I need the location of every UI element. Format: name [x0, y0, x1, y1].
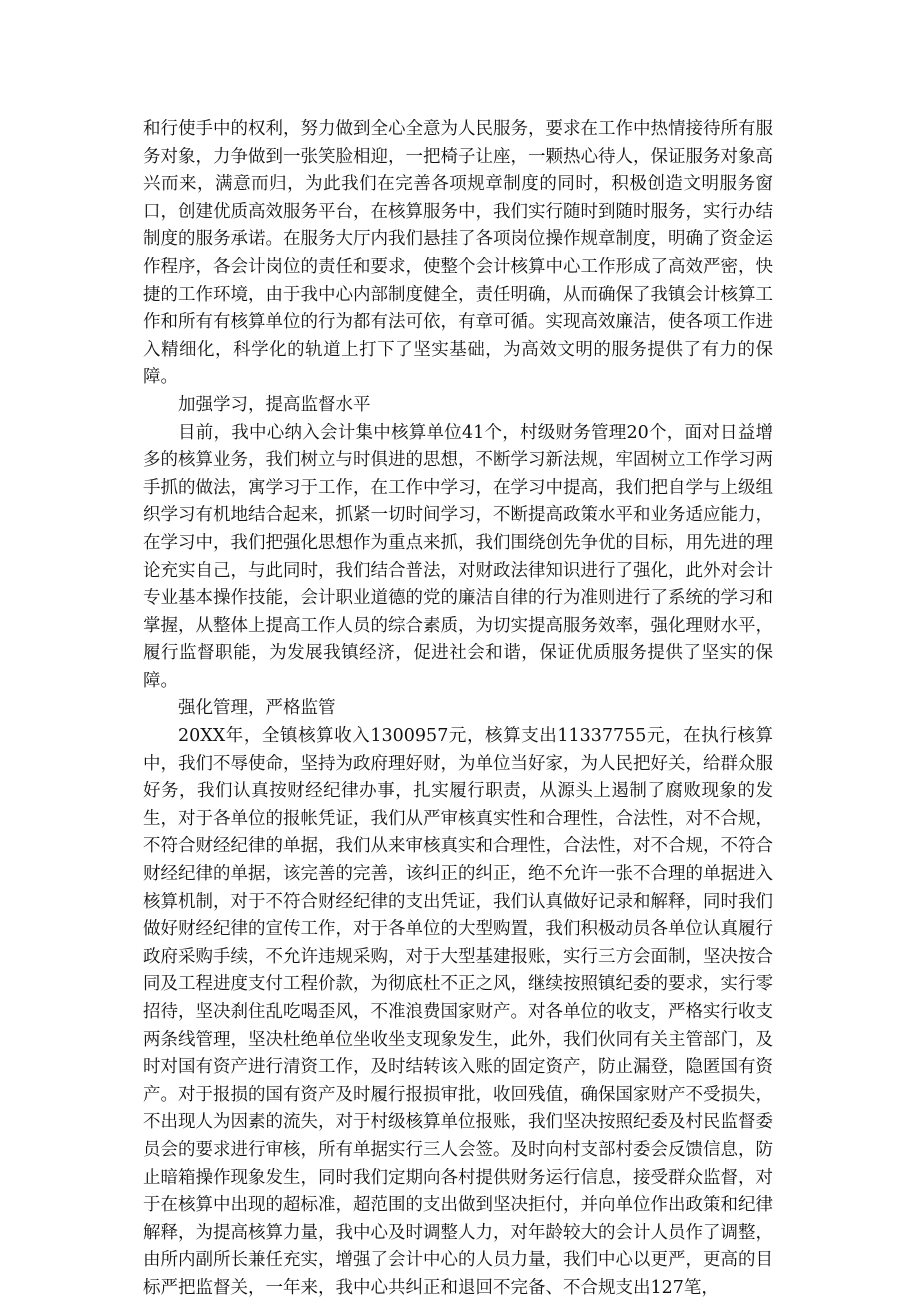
paragraph-management: 20XX年，全镇核算收入1300957元，核算支出11337755元，在执行核算中，我们不辱使命，坚持为政府理好财，为单位当好家，为人民把好关，给群众服好务，我们认真按财经纪律办事，扎实履行职责，从源头上遏制了腐败现象的发生，对于各单位的报帐凭证，我们从严审核真实性和合理性，合法性，对不合规，不符合财经纪律的单据，我们从来审核真实和合理性，合法性，对不合规，不符合财经纪律的单据，该完善的完善，该纠正的纠正，绝不允许一张不合理的单据进入核算机制，对于不符合财经纪律的支出凭证，我们认真做好记录和解释，同时我们做好财经纪律的宣传工作，对于各单位的大型购置，我们积极动员各单位认真履行政府采购手续，不允许违规采购，对于大型基建报账，实行三方会面制，坚决按合同及工程进度支付工程价款，为彻底杜不正之风，继续按照镇纪委的要求，实行零招待，坚决刹住乱吃喝歪风，不准浪费国家财产。对各单位的收支，严格实行收支两条线管理，坚决杜绝单位坐收坐支现象发生，此外，我们伙同有关主管部门，及时对国有资产进行清资工作，及时结转该入账的固定资产，防止漏登，隐匿国有资产。对于报损的国有资产及时履行报损审批，收回残值，确保国家财产不受损失，不出现人为因素的流失，对于村级核算单位报账，我们坚决按照纪委及村民监督委员会的要求进行审核，所有单据实行三人会签。及时向村支部村委会反馈信息，防止暗箱操作现象发生，同时我们定期向各村提供财务运行信息，接受群众监督，对于在核算中出现的超标准，超范围的支出做到坚决拒付，并向单位作出政策和纪律解释，为提高核算力量，我中心及时调整人力，对年龄较大的会计人员作了调整，由所内副所长兼任充实，增强了会计中心的人员力量，我们中心以更严，更高的目标严把监督关，一年来，我中心共纠正和退回不完备、不合规支出127笔， — [143, 726, 773, 1298]
document-page — [143, 116, 773, 1303]
paragraph-study: 目前，我中心纳入会计集中核算单位41个，村级财务管理20个，面对日益增多的核算业务，我们树立与时俱进的思想，不断学习新法规，牢固树立工作学习两手抓的做法，寓学习于工作，在工作中学习，在学习中提高，我们把自学与上级组织学习有机地结合起来，抓紧一切时间学习，不断提高政策水平和业务适应能力，在学习中，我们把强化思想作为重点来抓，我们围绕创先争优的目标，用先进的理论充实自己，与此同时，我们结合普法，对财政法律知识进行了强化，此外对会计专业基本操作技能，会计职业道德的党的廉洁自律的行为准则进行了系统的学习和掌握，从整体上提高工作人员的综合素质，为切实提高服务效率，强化理财水平，履行监督职能，为发展我镇经济，促进社会和谐，保证优质服务提供了坚实的保障。 — [143, 422, 773, 691]
paragraph-service-commitment: 和行使手中的权利，努力做到全心全意为人民服务，要求在工作中热情接待所有服务对象，力争做到一张笑脸相迎，一把椅子让座，一颗热心待人，保证服务对象高兴而来，满意而归，为此我们在完善各项规章制度的同时，积极创造文明服务窗口，创建优质高效服务平台，在核算服务中，我们实行随时到随时服务，实行办结制度的服务承诺。在服务大厅内我们悬挂了各项岗位操作规章制度，明确了资金运作程序，各会计岗位的责任和要求，使整个会计核算中心工作形成了高效严密，快捷的工作环境，由于我中心内部制度健全，责任明确，从而确保了我镇会计核算工作和所有有核算单位的行为都有法可依，有章可循。实现高效廉洁，使各项工作进入精细化，科学化的轨道上打下了坚实基础，为高效文明的服务提供了有力的保障。 — [143, 119, 773, 388]
section-heading-study: 加强学习，提高监督水平 — [178, 394, 371, 415]
section-heading-management: 强化管理，严格监管 — [178, 698, 336, 719]
